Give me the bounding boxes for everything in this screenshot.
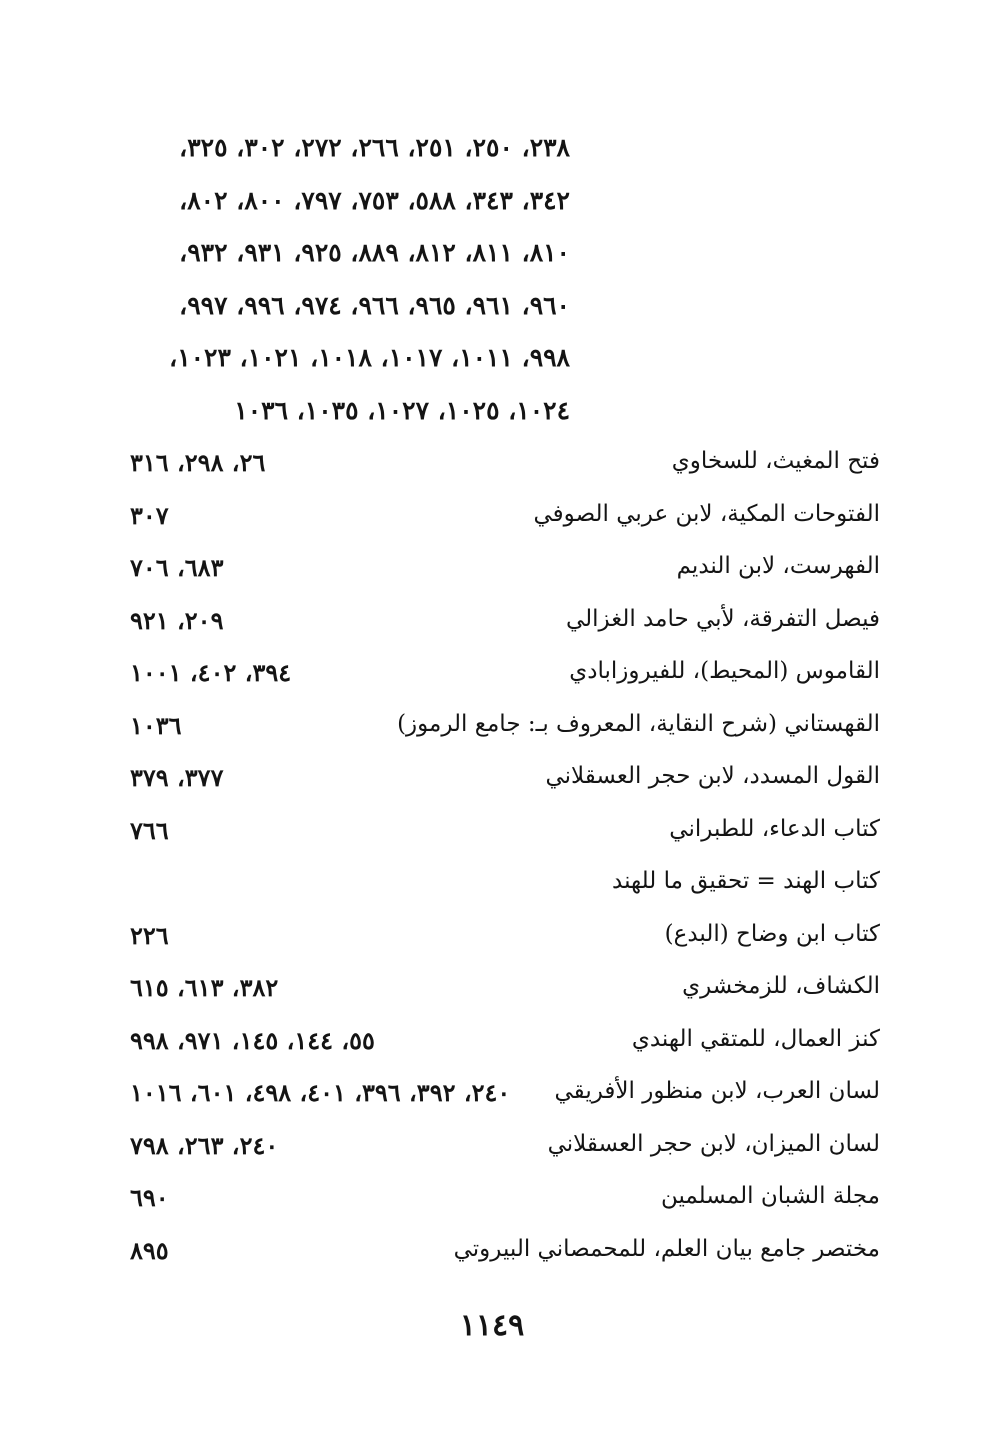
page-references: ٣٧٧، ٣٧٩ — [130, 763, 224, 792]
book-title: الفهرست، لابن النديم — [676, 553, 880, 579]
page-references: ٦٩٠ — [130, 1183, 169, 1212]
index-entry — [100, 1178, 880, 1231]
index-entry — [100, 1073, 880, 1126]
page-references: ٦٨٣، ٧٠٦ — [130, 553, 224, 582]
book-title: فيصل التفرقة، لأبي حامد الغزالي — [565, 605, 880, 632]
page-references: ٣٠٧ — [130, 500, 169, 530]
book-title: لسان الميزان، لابن حجر العسقلاني — [547, 1130, 880, 1157]
page-references: ٣٩٤، ٤٠٢، ١٠٠١ — [130, 658, 292, 687]
index-entry — [100, 1126, 880, 1179]
page-references: ٢٢٦ — [130, 920, 169, 950]
index-entry — [100, 601, 880, 654]
index-entry — [100, 863, 880, 916]
book-title: مختصر جامع بيان العلم، للمحمصاني البيروتي — [453, 1235, 880, 1262]
index-entry — [100, 496, 880, 549]
book-title: الفتوحات المكية، لابن عربي الصوفي — [533, 500, 880, 527]
index-entry — [100, 443, 880, 496]
index-entry — [100, 968, 880, 1021]
page-references: ٥٥، ١٤٤، ١٤٥، ٩٧١، ٩٩٨ — [130, 1025, 375, 1055]
book-title: القول المسدد، لابن حجر العسقلاني — [545, 763, 880, 789]
book-title: القهستاني (شرح النقاية، المعروف بـ: جامع الرموز) — [397, 710, 880, 737]
book-title: كتاب الدعاء، للطبراني — [669, 815, 880, 842]
reference-line: ٩٦٠، ٩٦١، ٩٦٥، ٩٦٦، ٩٧٤، ٩٩٦، ٩٩٧، — [179, 290, 570, 320]
index-entry — [100, 1231, 880, 1284]
index-entry — [100, 1021, 880, 1074]
page-references: ٢٠٩، ٩٢١ — [130, 605, 224, 635]
index-entry — [100, 548, 880, 601]
book-title: الكشاف، للزمخشري — [682, 973, 880, 999]
book-title: كنز العمال، للمتقي الهندي — [631, 1025, 880, 1052]
page-references: ١٠٣٦ — [130, 710, 182, 740]
book-title: لسان العرب، لابن منظور الأفريقي — [554, 1078, 880, 1104]
book-title: مجلة الشبان المسلمين — [660, 1183, 880, 1209]
index-entry — [100, 758, 880, 811]
reference-line: ٩٩٨، ١٠١١، ١٠١٧، ١٠١٨، ١٠٢١، ١٠٢٣، — [169, 343, 570, 372]
book-title: كتاب ابن وضاح (البدع) — [664, 920, 880, 947]
book-title: القاموس (المحيط)، للفيروزابادي — [569, 658, 880, 684]
page-references: ٨٩٥ — [130, 1235, 169, 1265]
page-references: ٢٤٠، ٣٩٢، ٣٩٦، ٤٠١، ٤٩٨، ٦٠١، ١٠١٦ — [130, 1078, 511, 1107]
continued-page-references — [100, 128, 570, 443]
page-references: ٢٤٠، ٢٦٣، ٧٩٨ — [130, 1130, 279, 1160]
page-number: ١١٤٩ — [459, 1308, 525, 1343]
book-title: فتح المغيث، للسخاوي — [671, 448, 880, 474]
page-references: ٢٦، ٢٩٨، ٣١٦ — [130, 448, 266, 477]
index-entries — [100, 443, 880, 1283]
reference-line: ٨١٠، ٨١١، ٨١٢، ٨٨٩، ٩٢٥، ٩٣١، ٩٣٢، — [179, 238, 570, 267]
reference-line: ٢٣٨، ٢٥٠، ٢٥١، ٢٦٦، ٢٧٢، ٣٠٢، ٣٢٥، — [179, 133, 570, 162]
reference-line: ١٠٢٤، ١٠٢٥، ١٠٢٧، ١٠٣٥، ١٠٣٦ — [234, 395, 570, 425]
page-references: ٣٨٢، ٦١٣، ٦١٥ — [130, 973, 279, 1002]
index-entry — [100, 706, 880, 759]
book-title: كتاب الهند = تحقيق ما للهند — [612, 868, 880, 894]
page-references: ٧٦٦ — [130, 815, 169, 845]
index-entry — [100, 916, 880, 969]
index-entry — [100, 811, 880, 864]
reference-line: ٣٤٢، ٣٤٣، ٥٨٨، ٧٥٣، ٧٩٧، ٨٠٠، ٨٠٢، — [179, 185, 570, 215]
index-entry — [100, 653, 880, 706]
